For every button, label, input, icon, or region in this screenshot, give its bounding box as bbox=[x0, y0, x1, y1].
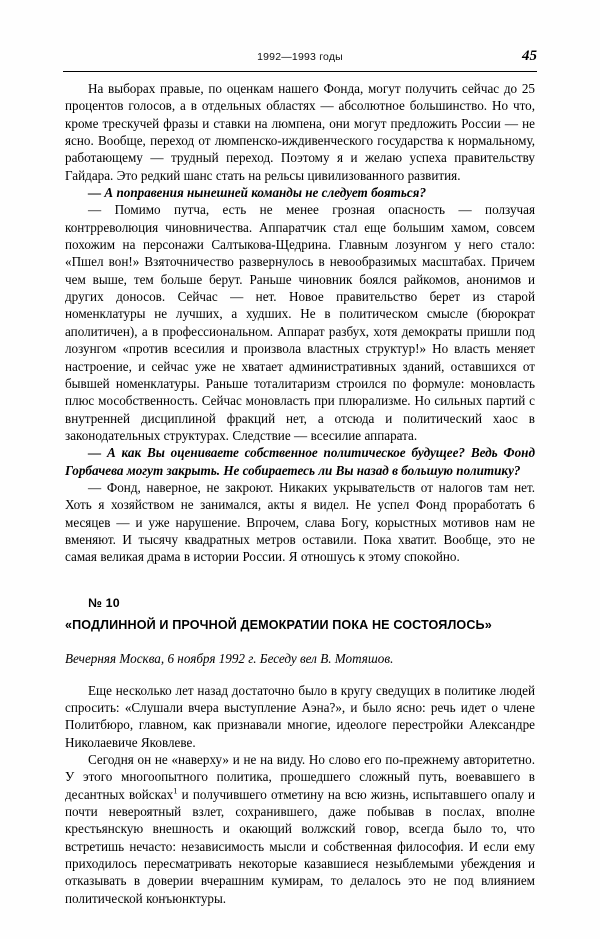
paragraph-p4-question: — А как Вы оцениваете собственное политическое будущее? Ведь Фонд Горбачева могут закрыть. Не собираетесь ли Вы назад в большую политику? bbox=[65, 445, 535, 478]
paragraph-s2-text-before: Сегодня он не «наверху» и не на виду. Но слово его по-прежнему авторитетно. У этого многоопытного политика, прошедшего сложный путь, воевавшего в десантных войсках bbox=[65, 752, 535, 802]
paragraph-p5: — Фонд, наверное, не закроют. Никаких укрывательств от налогов там нет. Хоть я хозяйством не занимался, акты я видел. Не успел Фонд проработать 6 месяцев — и уже нарушение. Впрочем, слава Богу, корыстных мотивов нам не вменяют. И тысячу квадратных метров оставили. Пока хватит. Вообще, это не самая великая драма в истории России. Я отношусь к этому спокойно. bbox=[65, 479, 535, 565]
footnote-marker[interactable]: 1 bbox=[173, 785, 178, 796]
paragraph-s1: Еще несколько лет назад достаточно было в кругу сведущих в политике людей спросить: «Слушали вчера выступление Аэна?», и было ясно: речь идет о члене Политбюро, главном, как признавали многие, идеологе перестройки Александре Николаевиче Яковлеве. bbox=[65, 682, 535, 750]
paragraph-p3: — Помимо путча, есть не менее грозная опасность — ползучая контрреволюция чиновничества. Аппаратчик стал еще большим хамом, совсем похожим на персонажи Салтыкова-Щедрина. Главным лозунгом у него стало: «Пшел вон!» Взяточничество развернулось в невообразимых масштабах. Причем чем выше, тем больше берут. Раньше чиновник боялся райкомов, анонимов и других доносов. Сейчас — нет. Новое правительство берет из старой номенклатуры не лучших, а худших. Не в политическом смысле (бюрократ аполитичен), а в профессиональном. Аппарат разбух, хотя демократы пришли под лозунгом «против всесилия и произвола властных структур!» Но власть меняет настроение, и сейчас уже не хватает административных зданий, оставшихся от бывшей номенклатуры. Раньше тоталитаризм строился по формуле: моновласть плюс мособственность. Сейчас моновласть при плюрализме. Но сильных партий с внутренней дисциплиной фракций нет, а отсюда и политический хаос в законодательных структурах. Следствие — всесилие аппарата. bbox=[65, 202, 535, 443]
running-head-title: 1992—1993 годы bbox=[257, 51, 343, 63]
paragraph-s2-text-after: и получившего отметину на всю жизнь, испытавшего опалу и почти невероятный взлет, сохранившего, даже побывав в послах, вполне крестьянскую внешность и окающий волжский говор, всегда было то, что встретишь нечасто: независимость мысли и собственная философия. И если ему приходилось пересматривать некоторые казавшиеся незыблемыми убеждения и отказывать в доверии вчерашним кумирам, то делалось это не под влиянием политической конъюнктуры. bbox=[65, 786, 535, 906]
text-column bbox=[65, 80, 535, 907]
paragraph-p2-question: — А поправения нынешней команды не следует бояться? bbox=[88, 185, 427, 201]
header-rule bbox=[63, 71, 537, 72]
running-head bbox=[63, 48, 537, 69]
paragraph-p1: На выборах правые, по оценкам нашего Фонда, могут получить сейчас до 25 процентов голосов, а в отдельных областях — абсолютное большинство. Но что, кроме трескучей фразы и ставки на люмпена, они могут предложить России — не ясно. Вообще, переход от люмпенско-иждивенческого государства к нормальному, работающему — трудный переход. Поэтому я и желаю успеха правительству Гайдара. Это редкий шанс стать на рельсы цивилизованного развития. bbox=[65, 81, 535, 183]
section-number: № 10 bbox=[88, 595, 120, 610]
paragraph-s2 bbox=[65, 751, 535, 907]
section-title: «ПОДЛИННОЙ И ПРОЧНОЙ ДЕМОКРАТИИ ПОКА НЕ СОСТОЯЛОСЬ» bbox=[65, 617, 492, 632]
page-number: 45 bbox=[522, 48, 537, 64]
section-10 bbox=[65, 596, 535, 907]
section-byline: Вечерняя Москва, 6 ноября 1992 г. Беседу вел В. Мотяшов. bbox=[65, 650, 394, 666]
